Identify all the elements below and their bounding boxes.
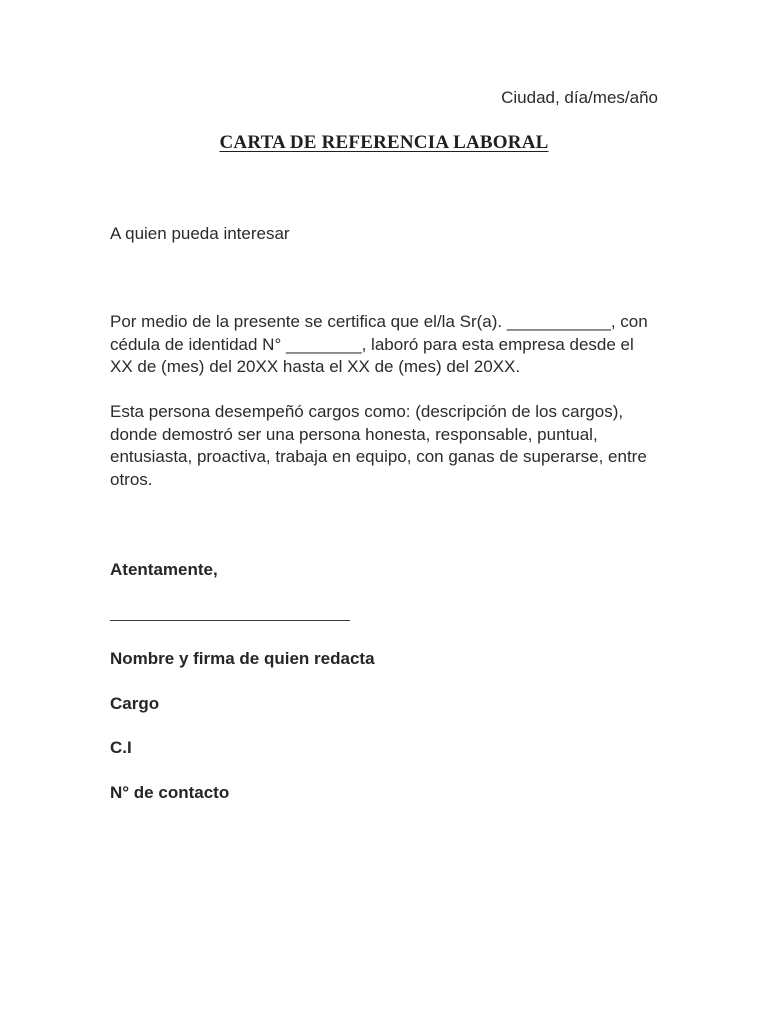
closing: Atentamente, [110,560,218,579]
document-title-text: CARTA DE REFERENCIA LABORAL [219,132,549,153]
certification-paragraph: Por medio de la presente se certifica que el/la Sr(a). ___________, con cédula de identidad N° ________, laboró para esta empresa desde el XX de (mes) del 20XX hasta el XX de (mes) del 20XX. [110,312,648,377]
id-label: C.I [110,738,132,757]
signature-label: Nombre y firma de quien redacta [110,649,375,668]
date-line: Ciudad, día/mes/año [501,88,658,107]
contact-label: N° de contacto [110,783,230,802]
document-title [0,130,768,156]
roles-paragraph: Esta persona desempeñó cargos como: (descripción de los cargos), donde demostró ser una persona honesta, responsable, puntual, entusiasta, proactiva, trabaja en equipo, con ganas de superarse, entre otros. [110,402,647,489]
salutation: A quien pueda interesar [110,224,290,243]
signature-line [110,620,350,621]
position-label: Cargo [110,694,160,713]
